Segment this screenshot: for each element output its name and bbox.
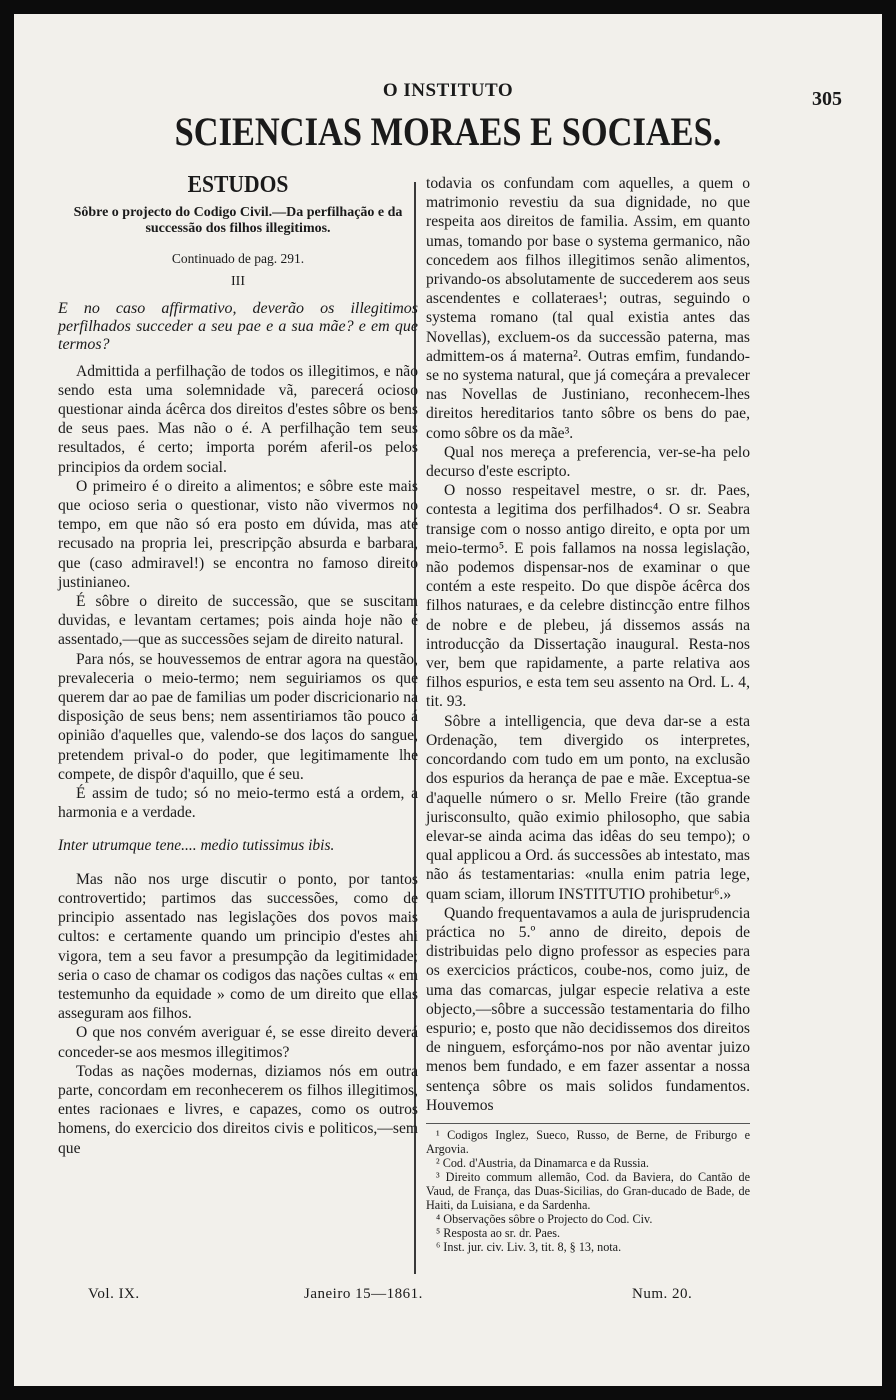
footnote: ¹ Codigos Inglez, Sueco, Russo, de Berne, de Friburgo e Argovia. xyxy=(426,1127,750,1156)
footer-date: Janeiro 15—1861. xyxy=(304,1286,423,1302)
paragraph: Admittida a perfilhação de todos os illegitimos, e não sendo esta uma solemnidade vã, parecerá ocioso questionar ainda ácêrca dos direitos d'estes sôbre os bens de seus paes. Mas não o é. A perfilhação tem seus resultados, é certo; importa porém aferil-os pelos principios da ordem social. xyxy=(58,362,418,476)
right-column xyxy=(426,174,750,1254)
paragraph: O nosso respeitavel mestre, o sr. dr. Paes, contesta a legitima dos perfilhados⁴. O sr. Seabra transige com o nosso antigo direito, e opta por um meio-termo⁵. E pois fallamos na nossa legislação, não podemos dispensar-nos de examinar o que contém a este respeito. Do que dispõe ácêrca dos filhos naturaes, e da celebre distincção entre filhos de nobre e de plebeu, já dissemos assás na introducção da Dissertação inaugural. Resta-nos ver, bem que rapidamente, a parte relativa aos filhos espurios, e esta tem seu assento na Ord. L. 4, tit. 93. xyxy=(426,482,750,711)
footnote: ³ Direito commum allemão, Cod. da Baviera, do Cantão de Vaud, de França, das Duas-Sicilias, do Gran-ducado de Bade, de Haiti, da Luisiana, e da Sardenha. xyxy=(426,1169,750,1212)
article-question: E no caso affirmativo, deverão os illegitimos perfilhados succeder a seu pae e a sua mãe? e em que termos? xyxy=(58,299,418,353)
footnote: ⁶ Inst. jur. civ. Liv. 3, tit. 8, § 13, nota. xyxy=(436,1239,622,1254)
footnote: ⁵ Resposta ao sr. dr. Paes. xyxy=(436,1225,561,1240)
paragraph: Todas as nações modernas, diziamos nós em outra parte, concordam em reconhecerem os filhos illegitimos, entes racionaes e livres, e capazes, como os outros homens, do exercicio dos direitos civis e politicos,—sem que xyxy=(58,1062,418,1157)
paragraph: Sôbre a intelligencia, que deva dar-se a esta Ordenação, tem divergido os interpretes, concordando com tudo em um ponto, na exclusão dos espurios da herança de pae e mãe. Exceptua-se d'aquelle número o sr. Mello Freire (tão grande jurisconsulto, quão eximio philosopho, que sabia elevar-se ainda acima das idêas do seu tempo); o qual applicou a Ord. ás successões ab intestato, mas não ás testamentarias: «nulla enim patria lege, quam sciam, illorum INSTITUTIO prohibetur⁶.» xyxy=(426,712,750,903)
article-subtitle: Sôbre o projecto do Codigo Civil.—Da perfilhação e da successão dos filhos illegitimos. xyxy=(73,205,403,237)
paragraph: É sôbre o direito de successão, que se suscitam duvidas, e levantam certames; pois ainda hoje não é assentado,—que as successões sejam de direito natural. xyxy=(58,593,418,649)
journal-name: O INSTITUTO xyxy=(382,80,514,101)
paragraph: Mas não nos urge discutir o ponto, por tantos controvertido; partimos das successões, como de principio assentado nas legislações dos povos mais cultos: e certamente quando um principio d'estes ahi vigora, tem a seu favor a presumpção da legitimidade; seria o caso de chamar os codigos das nações cultas « em testemunho da equidade » como de um direito que ellas asseguram aos filhos. xyxy=(58,870,418,1023)
left-column xyxy=(58,174,418,1158)
paragraph: Qual nos mereça a preferencia, ver-se-ha pelo decurso d'este escripto. xyxy=(426,443,750,481)
part-number: III xyxy=(231,274,245,290)
journal-page xyxy=(14,14,882,1386)
paragraph: O primeiro é o direito a alimentos; e sôbre este mais que ocioso seria o questionar, visto não vivermos no tempo, em que não só era posto em dúvida, mas até recusado na propria lei, prescripção absurda e barbara, que (caso admiravel!) se encontra no famoso direito justinianeo. xyxy=(58,477,418,591)
paragraph: Quando frequentavamos a aula de jurisprudencia práctica no 5.º anno de direito, depois de distribuidas pelo digno professor as especies para os exercicios prácticos, coube-nos, como juiz, de uma das comarcas, julgar especie relativa a este objecto,—sôbre a successão testamentaria do filho espurio; e, posto que não decidissemos dos direitos de ninguem, esforçámo-nos por não aventar juizo menos bem fundado, e em fazer assentar a nossa sentença sôbre os mais solidos fundamentos. Houvemos xyxy=(426,904,750,1114)
continued-note: Continuado de pag. 291. xyxy=(171,251,305,267)
footnotes xyxy=(426,1123,750,1254)
latin-motto: Inter utrumque tene.... medio tutissimus ibis. xyxy=(58,837,335,855)
paragraph: O que nos convém averiguar é, se esse direito deverá conceder-se aos mesmos illegitimos? xyxy=(58,1024,418,1061)
paragraph: todavia os confundam com aquelles, a quem o matrimonio revestiu da sua dignidade, no que respeita aos direitos de familia. Assim, em quanto umas, tomando por base o systema germanico, não concedem aos filhos illegitimos senão alimentos, privando-os absolutamente de succederem aos seus ascendentes e collateraes¹; outras, seguindo o systema romano (tal qual existia antes das Novellas), excluem-os da successão paterna, mas admittem-os á materna². Outras emfim, fundando-se no systema natural, que já começára a prevalecer nas Novellas de Justiniano, reconhecem-lhes direitos hereditarios tanto sôbre os bens do pae, como sôbre os da mãe³. xyxy=(426,175,750,442)
page-number: 305 xyxy=(812,88,842,110)
footnote: ⁴ Observações sôbre o Projecto do Cod. Civ. xyxy=(436,1211,653,1226)
paragraph: Para nós, se houvessemos de entrar agora na questão, prevaleceria o meio-termo; nem seguiriamos os que querem dar ao pae de familias um poder discricionario na disposição de seus bens; nem assentiriamos tão pouco á opinião d'aquelles que, valendo-se dos laços do sangue, pretendem prival-o do poder, que legitimamente lhe compete, de dispôr d'aquillo, que é seu. xyxy=(58,650,418,783)
footnote: ² Cod. d'Austria, da Dinamarca e da Russia. xyxy=(436,1155,649,1170)
footer-number: Num. 20. xyxy=(632,1286,693,1302)
footer-volume: Vol. IX. xyxy=(88,1286,140,1302)
paragraph: É assim de tudo; só no meio-termo está a ordem, a harmonia e a verdade. xyxy=(58,785,418,822)
section-title: SCIENCIAS MORAES E SOCIAES. xyxy=(174,109,722,154)
article-heading: ESTUDOS xyxy=(187,172,289,198)
